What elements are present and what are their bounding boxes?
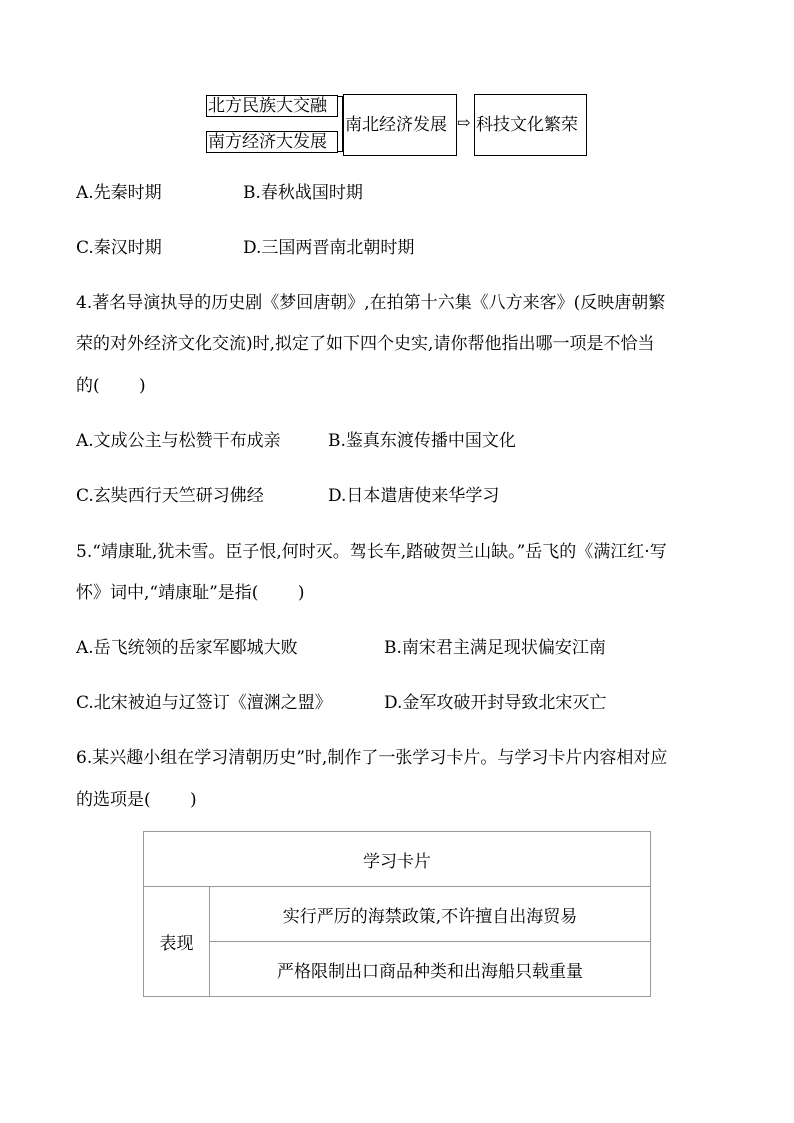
q5-option-c: C.北宋被迫与辽签订《澶渊之盟》 <box>76 693 332 713</box>
q4-option-c: C.玄奘西行天竺研习佛经 <box>76 486 264 506</box>
diagram-label-south: 南方经济大发展 <box>208 132 327 152</box>
q6-stem-line2: 的选项是( ) <box>76 790 197 810</box>
study-card-item-2: 严格限制出口商品种类和出海船只载重量 <box>210 942 651 997</box>
q5-option-d: D.金军攻破开封导致北宋灭亡 <box>384 693 607 713</box>
q4-option-b: B.鉴真东渡传播中国文化 <box>328 431 516 451</box>
diagram-label-middle: 南北经济发展 <box>345 115 447 135</box>
study-card-row-label: 表现 <box>144 887 210 997</box>
diagram-box-north <box>206 95 338 117</box>
diagram-label-right: 科技文化繁荣 <box>476 115 578 135</box>
q3-option-b: B.春秋战国时期 <box>243 183 363 203</box>
study-card-item-1: 实行严厉的海禁政策,不许擅自出海贸易 <box>210 887 651 942</box>
q3-option-a: A.先秦时期 <box>76 183 162 203</box>
diagram-label-north: 北方民族大交融 <box>208 96 327 116</box>
q4-stem-line3: 的( ) <box>76 376 146 396</box>
q3-option-d: D.三国两晋南北朝时期 <box>243 238 415 258</box>
q5-option-a: A.岳飞统领的岳家军郾城大败 <box>76 638 298 658</box>
q4-stem-line2: 荣的对外经济文化交流)时,拟定了如下四个史实,请你帮他指出哪一项是不恰当 <box>76 334 655 354</box>
q6-stem-line1: 6.某兴趣小组在学习清朝历史”时,制作了一张学习卡片。与学习卡片内容相对应 <box>76 748 668 768</box>
study-card-table <box>143 831 651 997</box>
q4-option-d: D.日本遣唐使来华学习 <box>328 486 500 506</box>
q4-option-a: A.文成公主与松赞干布成亲 <box>76 431 281 451</box>
study-card-title: 学习卡片 <box>144 832 651 887</box>
q4-stem-line1: 4.著名导演执导的历史剧《梦回唐朝》,在拍第十六集《八方来客》(反映唐朝繁 <box>76 293 666 313</box>
arrow-right-icon: ⇨ <box>457 113 471 132</box>
diagram-box-middle <box>343 94 457 156</box>
q3-option-c: C.秦汉时期 <box>76 238 162 258</box>
diagram-box-south <box>206 131 338 153</box>
q5-stem-line2: 怀》词中,“靖康耻”是指( ) <box>76 583 305 603</box>
diagram-box-right <box>474 94 587 156</box>
q5-option-b: B.南宋君主满足现状偏安江南 <box>384 638 606 658</box>
q5-stem-line1: 5.“靖康耻,犹未雪。臣子恨,何时灭。驾长车,踏破贺兰山缺。”岳飞的《满江红·写 <box>76 542 667 562</box>
